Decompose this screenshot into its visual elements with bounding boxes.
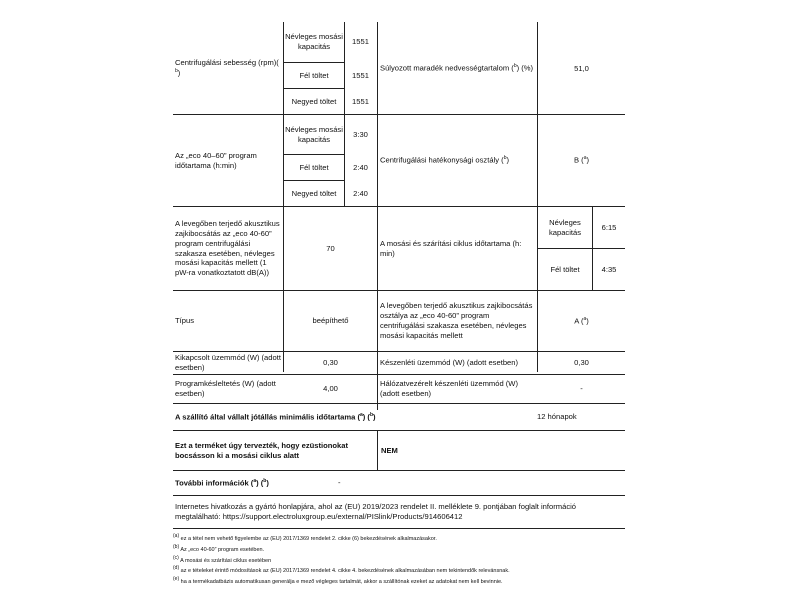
spin-speed-label: Centrifugálási sebesség (rpm)( $^b$) xyxy=(175,58,279,78)
footnote: $^{(d)}$ az e tételeket érintő módosítások az (EU) 2017/1369 rendelet 4. cikke 4. bekezdésének alkalmazásában nem tekintendők relevánsnak. xyxy=(173,565,510,574)
wash-dry-sub-value: 6:15 xyxy=(601,222,617,232)
noise-class-label: A levegőben terjedő akusztikus zajkibocsátás osztálya az „eco 40-60” program centrifugálási szakasza esetében, névleges mosási kapacitás mellett xyxy=(380,301,533,340)
spin-class-value: B ($^a$) xyxy=(573,155,590,165)
footnote: $^{(a)}$ ez a tétel nem vehető figyelembe az (EU) 2017/1369 rendelet 2. cikke (6) bekezdésének alkalmazásakor. xyxy=(173,533,437,542)
networked-standby-label: Hálózatvezérelt készenléti üzemmód (W) (adott esetben) xyxy=(380,379,519,398)
eco-sub-label: Negyed töltet xyxy=(291,188,337,198)
delay-start-label: Programkésleltetés (W) (adott esetben) xyxy=(175,379,276,398)
more-info-label: További információk ($^a$) ($^b$) xyxy=(175,477,269,488)
silver-ions-value: NEM xyxy=(381,445,398,455)
footnote: $^{(b)}$ Az „eco 40-60” program esetében. xyxy=(173,544,265,553)
type-label: Típus xyxy=(175,316,194,326)
wash-dry-sub-label: Fél töltet xyxy=(550,264,580,274)
footnote: $^{(e)}$ ha a termékadatbázis automatikusan generálja e mező végleges tartalmát, akkor a szállítónak ezeket az adatokat nem kell bevinnie. xyxy=(173,576,503,585)
warranty-value: 12 hónapok xyxy=(537,412,577,422)
wash-dry-sub-value: 4:35 xyxy=(601,264,617,274)
spin-class-label: Centrifugálási hatékonysági osztály ($^b$) xyxy=(380,155,509,165)
noise-label: A levegőben terjedő akusztikus zajkibocsátás az „eco 40-60” program centrifugálási szakasza esetében, névleges mosási kapacitás mellett (1 pW-ra vonatkoztatott dB(A)) xyxy=(175,218,280,278)
grid-line xyxy=(173,528,625,529)
more-info-value: - xyxy=(338,478,341,488)
wash-dry-sub-label: Névleges kapacitás xyxy=(548,217,582,237)
noise-value: 70 xyxy=(326,243,335,253)
spin-sub-label: Névleges mosási kapacitás xyxy=(285,32,343,51)
footnote: $^{(c)}$ A mosási és szárítási ciklus esetében xyxy=(173,555,272,564)
eco-sub-label: Névleges mosási kapacitás xyxy=(285,124,343,144)
spin-sub-value: 1551 xyxy=(352,37,369,47)
delay-start-value: 4,00 xyxy=(323,384,338,394)
networked-standby-value: - xyxy=(580,384,583,394)
silver-ions-label: Ezt a terméket úgy tervezték, hogy ezüstionokat bocsásson ki a mosási ciklus alatt xyxy=(175,440,349,460)
eco-sub-value: 3:30 xyxy=(353,129,368,139)
eco-duration-label: Az „eco 40–60” program időtartama (h:min) xyxy=(175,150,257,170)
residual-moisture-value: 51,0 xyxy=(574,63,589,73)
spin-sub-label: Negyed töltet xyxy=(291,96,337,106)
eco-sub-value: 2:40 xyxy=(353,162,368,172)
spin-sub-value: 1551 xyxy=(352,70,369,80)
residual-moisture-label: Súlyozott maradék nedvességtartalom ($^b$) (%) xyxy=(380,63,534,73)
spin-sub-value: 1551 xyxy=(352,96,369,106)
off-mode-label: Kikapcsolt üzemmód (W) (adott esetben) xyxy=(175,353,281,372)
warranty-label: A szállító által vállalt jótállás minimális időtartama ($^a$) ($^b$) xyxy=(175,411,376,422)
spin-sub-label: Fél töltet xyxy=(299,70,329,80)
off-mode-value: 0,30 xyxy=(323,358,338,368)
internet-link-note: Internetes hivatkozás a gyártó honlapjára, ahol az (EU) 2019/2023 rendelet II. melléklete 9. pontjában foglalt információ megtalálható: https://support.electroluxgroup.eu/external/PISlink/Products/914606412 xyxy=(175,502,577,521)
type-value: beépíthető xyxy=(312,316,349,326)
eco-sub-value: 2:40 xyxy=(353,188,368,198)
standby-label: Készenléti üzemmód (W) (adott esetben) xyxy=(380,358,519,368)
eco-sub-label: Fél töltet xyxy=(299,162,329,172)
grid-line xyxy=(377,430,378,470)
standby-value: 0,30 xyxy=(574,358,589,368)
noise-class-value: A ($^a$) xyxy=(574,315,589,326)
wash-dry-duration-label: A mosási és szárítási ciklus időtartama (h: min) xyxy=(380,238,522,258)
